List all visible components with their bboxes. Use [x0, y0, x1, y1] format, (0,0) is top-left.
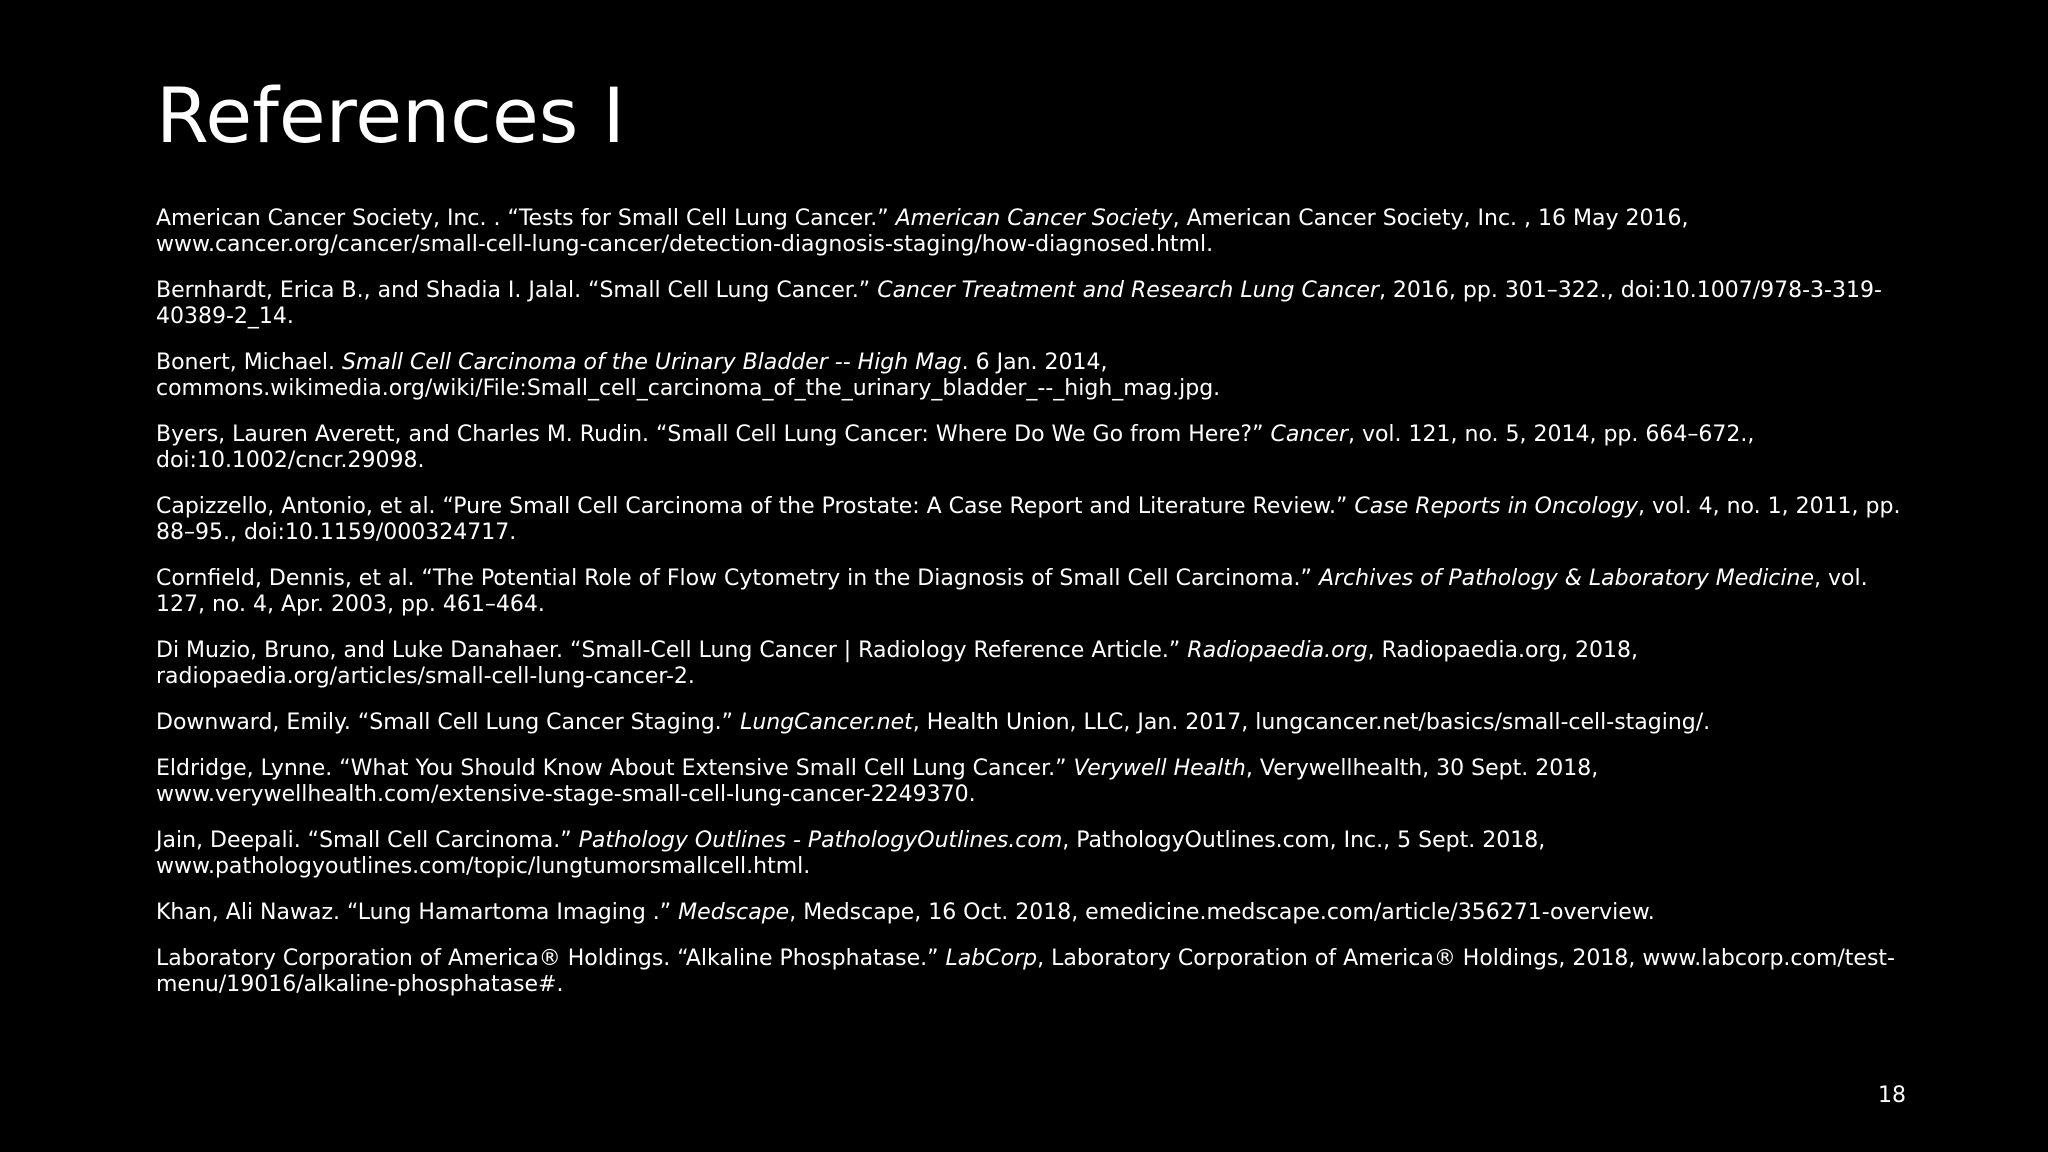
reference-source-title: LungCancer.net — [740, 710, 913, 735]
reference-text: Byers, Lauren Averett, and Charles M. Rudin. “Small Cell Lung Cancer: Where Do We Go from Here?” — [156, 422, 1271, 447]
reference-item — [156, 494, 1916, 546]
reference-text: , PathologyOutlines.com, Inc., 5 Sept. 2018, www.pathologyoutlines.com/topic/lungtumorsmallcell.html. — [156, 828, 1546, 879]
reference-text: , Radiopaedia.org, 2018, radiopaedia.org/articles/small-cell-lung-cancer-2. — [156, 638, 1639, 689]
reference-source-title: Verywell Health — [1073, 756, 1246, 781]
reference-source-title: Case Reports in Oncology — [1354, 494, 1639, 519]
reference-text: , American Cancer Society, Inc. , 16 May 2016, www.cancer.org/cancer/small-cell-lung-cancer/detection-diagnosis-staging/how-diagnosed.html. — [156, 206, 1689, 257]
reference-text: Bonert, Michael. — [156, 350, 342, 375]
reference-source-title: LabCorp — [945, 946, 1038, 971]
reference-text: Jain, Deepali. “Small Cell Carcinoma.” — [156, 828, 579, 853]
reference-text: Laboratory Corporation of America® Holdings. “Alkaline Phosphatase.” — [156, 946, 946, 971]
slide-title: References I — [156, 71, 625, 160]
reference-item — [156, 710, 1916, 736]
page-number: 18 — [1878, 1083, 1906, 1108]
reference-text: Eldridge, Lynne. “What You Should Know About Extensive Small Cell Lung Cancer.” — [156, 756, 1074, 781]
reference-item — [156, 638, 1916, 690]
reference-text: Bernhardt, Erica B., and Shadia I. Jalal. “Small Cell Lung Cancer.” — [156, 278, 878, 303]
reference-text: Capizzello, Antonio, et al. “Pure Small Cell Carcinoma of the Prostate: A Case Report and Literature Review.” — [156, 494, 1355, 519]
reference-text: , vol. 4, no. 1, 2011, pp. 88–95., doi:10.1159/000324717. — [156, 494, 1901, 545]
reference-text: , Medscape, 16 Oct. 2018, emedicine.medscape.com/article/356271-overview. — [789, 900, 1655, 925]
reference-text: American Cancer Society, Inc. . “Tests for Small Cell Lung Cancer.” — [156, 206, 896, 231]
reference-text: , 2016, pp. 301–322., doi:10.1007/978-3-319-40389-2_14. — [156, 278, 1882, 329]
reference-source-title: Archives of Pathology & Laboratory Medicine — [1318, 566, 1814, 591]
reference-source-title: Medscape — [678, 900, 790, 925]
reference-text: . 6 Jan. 2014, commons.wikimedia.org/wiki/File:Small_cell_carcinoma_of_the_urinary_bladder_--_high_mag.jpg. — [156, 350, 1221, 401]
reference-list — [156, 206, 1916, 1018]
reference-item — [156, 946, 1916, 998]
reference-source-title: American Cancer Society — [895, 206, 1173, 231]
reference-text: Di Muzio, Bruno, and Luke Danahaer. “Small-Cell Lung Cancer | Radiology Reference Article.” — [156, 638, 1188, 663]
reference-source-title: Small Cell Carcinoma of the Urinary Bladder -- High Mag — [341, 350, 962, 375]
reference-text: Khan, Ali Nawaz. “Lung Hamartoma Imaging .” — [156, 900, 679, 925]
reference-item — [156, 278, 1916, 330]
reference-item — [156, 206, 1916, 258]
reference-item — [156, 828, 1916, 880]
reference-item — [156, 422, 1916, 474]
reference-text: , vol. 121, no. 5, 2014, pp. 664–672., doi:10.1002/cncr.29098. — [156, 422, 1755, 473]
reference-text: Downward, Emily. “Small Cell Lung Cancer Staging.” — [156, 710, 741, 735]
reference-item — [156, 350, 1916, 402]
reference-text: , Verywellhealth, 30 Sept. 2018, www.verywellhealth.com/extensive-stage-small-cell-lung-cancer-2249370. — [156, 756, 1599, 807]
reference-source-title: Cancer — [1270, 422, 1348, 447]
reference-source-title: Cancer Treatment and Research Lung Cancer — [877, 278, 1379, 303]
reference-text: , Laboratory Corporation of America® Holdings, 2018, www.labcorp.com/test-menu/19016/alkaline-phosphatase#. — [156, 946, 1895, 997]
reference-source-title: Radiopaedia.org — [1187, 638, 1368, 663]
reference-item — [156, 900, 1916, 926]
reference-text: , Health Union, LLC, Jan. 2017, lungcancer.net/basics/small-cell-staging/. — [912, 710, 1711, 735]
reference-source-title: Pathology Outlines - PathologyOutlines.com — [578, 828, 1063, 853]
reference-text: Cornfield, Dennis, et al. “The Potential Role of Flow Cytometry in the Diagnosis of Small Cell Carcinoma.” — [156, 566, 1319, 591]
reference-text: , vol. 127, no. 4, Apr. 2003, pp. 461–464. — [156, 566, 1868, 617]
reference-item — [156, 566, 1916, 618]
reference-item — [156, 756, 1916, 808]
